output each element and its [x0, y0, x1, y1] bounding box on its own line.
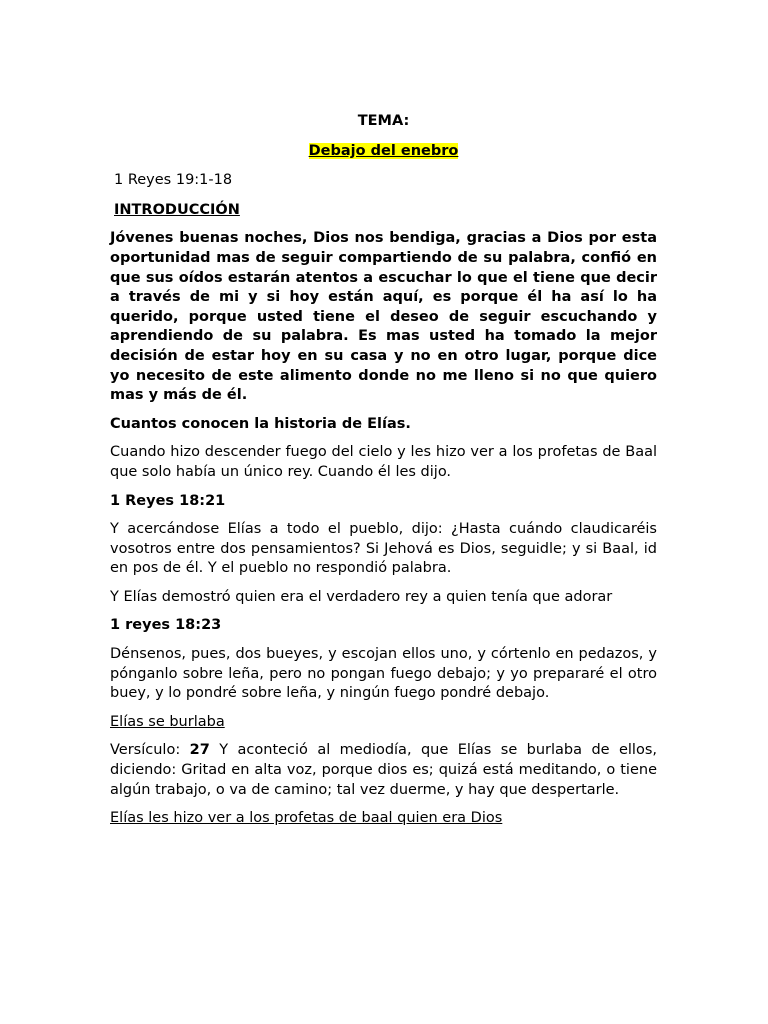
prophets-subheading: Elías les hizo ver a los profetas de baal quien era Dios: [110, 810, 503, 827]
verse-reference-2: 1 reyes 18:23: [110, 617, 222, 634]
verse-27-paragraph: [110, 741, 657, 800]
true-king-paragraph: Y Elías demostró quien era el verdadero rey a quien tenía que adorar: [110, 588, 613, 605]
tema-label: TEMA:: [357, 113, 410, 129]
scripture-reference: 1 Reyes 19:1-18: [114, 172, 233, 189]
sermon-title: [110, 142, 657, 162]
mocking-subheading: Elías se burlaba: [110, 713, 225, 730]
sermon-title-text: Debajo del enebro: [308, 142, 459, 159]
introduction-paragraph: Jóvenes buenas noches, Dios nos bendiga, gracias a Dios por esta oportunidad mas de seguir compartiendo de su palabra, confió en que sus oídos estarán atentos a escuchar lo que el tiene que decir a través de mi y si hoy están aquí, es porque él ha así lo ha querido, porque usted tiene el deseo de seguir escuchando y aprendiendo de su palabra. Es mas usted ha tomado la mejor decisión de estar hoy en su casa y no en otro lugar, porque dice yo necesito de este alimento donde no me lleno si no que quiero mas y más de él.: [110, 230, 657, 404]
verse-text-2: Dénsenos, pues, dos bueyes, y escojan ellos uno, y córtenlo en pedazos, y pónganlo sobre leña, pero no pongan fuego debajo; y yo prepararé el otro buey, y lo pondré sobre leña, y ningún fuego pondré debajo.: [110, 646, 657, 702]
fire-paragraph: Cuando hizo descender fuego del cielo y les hizo ver a los profetas de Baal que solo había un único rey. Cuando él les dijo.: [110, 444, 657, 480]
introduction-heading: INTRODUCCIÓN: [114, 201, 240, 218]
question-line: Cuantos conocen la historia de Elías.: [110, 415, 411, 432]
verse-reference-1: 1 Reyes 18:21: [110, 492, 226, 509]
verse-label: Versículo:: [110, 742, 181, 759]
document-page: [110, 112, 657, 838]
verse-text-3: Y aconteció al mediodía, que Elías se burlaba de ellos, diciendo: Gritad en alta voz, porque dios es; quizá está meditando, o tiene algún trabajo, o va de camino; tal vez duerme, y hay que despertarle.: [110, 742, 657, 798]
verse-number: 27: [189, 742, 210, 759]
verse-text-1: Y acercándose Elías a todo el pueblo, dijo: ¿Hasta cuándo claudicaréis vosotros entre dos pensamientos? Si Jehová es Dios, seguidle; y si Baal, id en pos de él. Y el pueblo no respondió palabra.: [110, 521, 657, 577]
